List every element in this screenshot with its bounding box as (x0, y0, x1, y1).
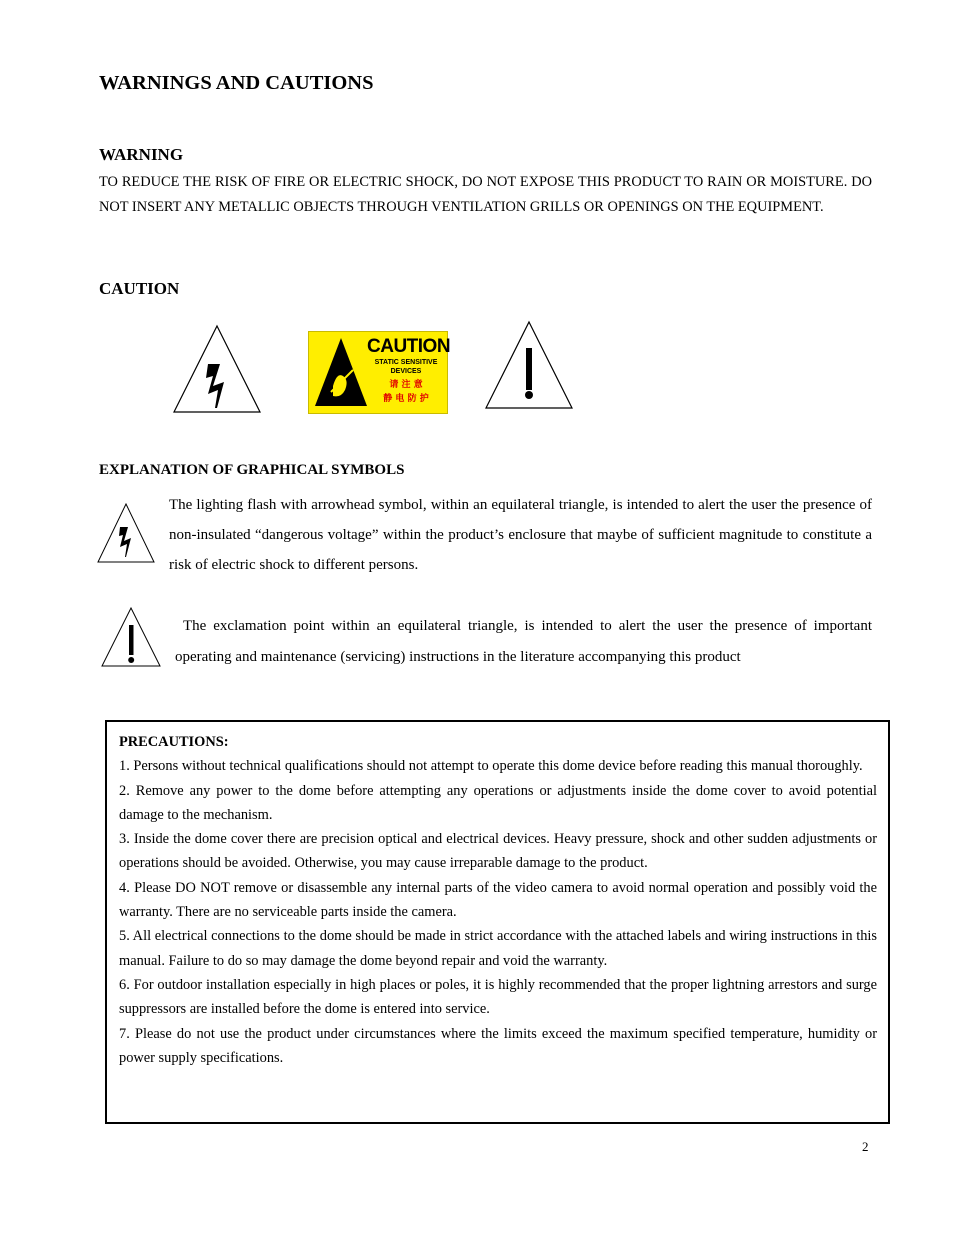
lightning-triangle-icon (172, 324, 262, 414)
lightning-symbol-explanation: The lighting flash with arrowhead symbol, within an equilateral triangle, is intended to alert the user the presence of non-insulated “dangerous voltage” within the product’s enclosure that maybe of sufficient magnitude to constitute a risk of electric shock to different persons. (169, 497, 872, 573)
esd-label-cn2: 静 电 防 护 (383, 394, 429, 404)
precaution-item: 2. Remove any power to the dome before attempting any operations or adjustments inside the dome cover to avoid potential damage to the mechanism. (119, 782, 877, 823)
lightning-triangle-icon-small (97, 503, 155, 563)
exclamation-symbol-explanation: The exclamation point within an equilateral triangle, is intended to alert the user the presence of important operating and maintenance (servicing) instructions in the literature accompanying this product (175, 618, 872, 665)
warning-text: TO REDUCE THE RISK OF FIRE OR ELECTRIC SHOCK, DO NOT EXPOSE THIS PRODUCT TO RAIN OR MOISTURE. DO NOT INSERT ANY METALLIC OBJECTS THROUGH VENTILATION GRILLS OR OPENINGS ON THE EQUIPMENT. (99, 174, 872, 215)
precaution-item: 7. Please do not use the product under circumstances where the limits exceed the maximum specified temperature, humidity or power supply specifications. (119, 1025, 877, 1066)
precaution-item: 3. Inside the dome cover there are precision optical and electrical devices. Heavy pressure, shock and other sudden adjustments or operations should be avoided. Otherwise, you may cause irreparable damage to the product. (119, 831, 877, 872)
esd-label-cn1: 请 注 意 (389, 380, 423, 390)
esd-caution-label (308, 331, 451, 414)
caution-heading: CAUTION (99, 279, 180, 298)
warning-heading: WARNING (99, 145, 184, 164)
esd-hand-icon (313, 336, 369, 408)
esd-label-line2: DEVICES (390, 368, 422, 375)
esd-label-line1: STATIC SENSITIVE (374, 359, 438, 366)
precautions-box (105, 720, 890, 1124)
exclamation-triangle-icon-small (101, 607, 161, 667)
precaution-item: 1. Persons without technical qualifications should not attempt to operate this dome device before reading this manual thoroughly. (119, 758, 863, 775)
precaution-item: 6. For outdoor installation especially in high places or poles, it is highly recommended that the proper lightning arrestors and surge suppressors are installed before the dome is entered into service. (119, 976, 877, 1018)
esd-label-title: CAUTION (367, 336, 451, 357)
symbols-heading: EXPLANATION OF GRAPHICAL SYMBOLS (99, 462, 405, 478)
page-title: WARNINGS AND CAUTIONS (99, 72, 374, 94)
precaution-item: 4. Please DO NOT remove or disassemble any internal parts of the video camera to avoid normal operation and possibly void the warranty. There are no serviceable parts inside the camera. (119, 879, 877, 921)
precaution-item: 5. All electrical connections to the dome should be made in strict accordance with the attached labels and wiring instructions in this manual. Failure to do so may damage the dome beyond repair and void the warranty. (119, 928, 877, 969)
precautions-heading: PRECAUTIONS: (119, 734, 229, 750)
exclamation-triangle-icon (484, 320, 574, 410)
page-number: 2 (862, 1139, 869, 1154)
